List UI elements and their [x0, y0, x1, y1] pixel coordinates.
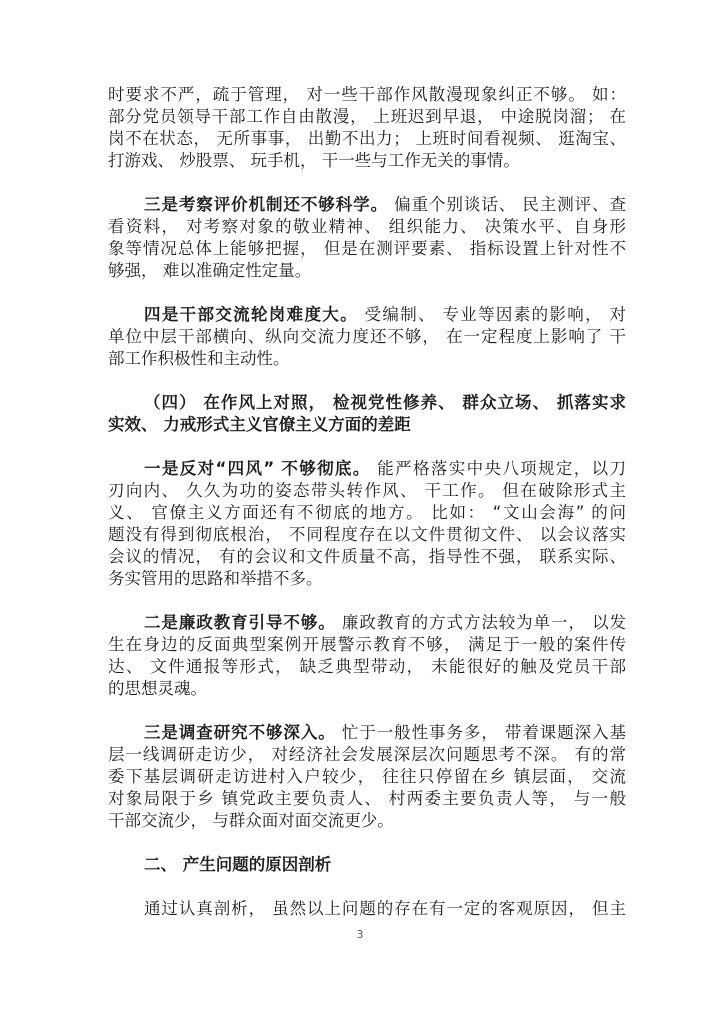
paragraph-evaluation	[108, 194, 626, 282]
text-line	[108, 458, 626, 480]
section-heading-4	[108, 392, 626, 436]
paragraph-four-styles	[108, 458, 626, 590]
paragraph-rotation	[108, 304, 626, 370]
text-line: 对象局限于乡 镇党政主要负责人、 村两委主要负责人等， 与一般	[108, 789, 626, 808]
text-line	[108, 612, 626, 634]
heading-line	[108, 414, 626, 436]
paragraph-integrity-education	[108, 612, 626, 700]
text-span: 偏重个别谈话、 民主测评、查	[388, 195, 626, 214]
text-line: 看资料， 对考察对象的敬业精神、 组织能力、 决策水平、自身形	[108, 217, 626, 236]
text-line: 达、 文件通报等形式， 缺乏典型带动， 未能很好的触及党员干部	[108, 657, 626, 676]
text-line: 的思想灵魂。	[108, 679, 207, 698]
text-line: 委下基层调研走访进村入户较少， 往往只停留在乡 镇层面， 交流	[108, 767, 626, 786]
text-line: 单位中层干部横向、纵向交流力度还不够， 在一定程度上影响了 干	[108, 327, 626, 346]
paragraph-lead: 一是反对“四风” 不够彻底。	[144, 459, 371, 478]
text-line: 够强， 难以准确定性定量。	[108, 261, 312, 280]
text-line: 通过认真剖析， 虽然以上问题的存在有一定的客观原因， 但主	[144, 899, 626, 918]
paragraph-lead: 四是干部交流轮岗难度大。	[144, 305, 358, 324]
text-line: 务实管用的思路和举措不多。	[108, 569, 323, 588]
text-line: 打游戏、 炒股票、 玩手机， 干一些与工作无关的事情。	[108, 151, 520, 170]
text-span: 廉政教育的方式方法较为单一， 以发	[335, 613, 626, 632]
paragraph-lead: 三是调查研究不够深入。	[144, 723, 336, 742]
paragraph-lead: 二是廉政教育引导不够。	[144, 613, 336, 632]
text-line: 象等情况总体上能够把握， 但是在测评要素、 指标设置上针对性不	[108, 239, 626, 258]
text-span: 能严格落实中央八项规定，以刀	[370, 459, 627, 478]
heading-text: 二、 产生问题的原因剖析	[144, 855, 332, 874]
heading-line	[108, 392, 626, 414]
text-line: 时要求不严，疏于管理， 对一些干部作风散漫现象纠正不够。 如：	[108, 85, 626, 104]
paragraph-research	[108, 722, 626, 832]
text-line: 义、 官僚主义方面还有不彻底的地方。 比如： “文山会海” 的问	[108, 503, 626, 522]
text-line: 题没有得到彻底根治， 不同程度存在以文件贯彻文件、 以会议落实	[108, 525, 626, 544]
text-line: 刃向内、 久久为功的姿态带头转作风、 干工作。 但在破除形式主	[108, 481, 626, 500]
page-number: 3	[356, 928, 364, 941]
text-line: 会议的情况， 有的会议和文件质量不高，指导性不强， 联系实际、	[108, 547, 626, 566]
text-line: 部工作积极性和主动性。	[108, 349, 290, 368]
text-line: 岗不在状态， 无所事事， 出勤不出力； 上班时间看视频、 逛淘宝、	[108, 129, 626, 148]
text-line	[108, 304, 626, 326]
paragraph-cause-analysis	[108, 898, 626, 920]
text-line	[108, 722, 626, 744]
paragraph-lead: 三是考察评价机制还不够科学。	[144, 195, 388, 214]
text-line: 干部交流少， 与群众面对面交流更少。	[108, 811, 394, 830]
paragraph-discipline	[108, 84, 626, 172]
section-heading-2	[108, 854, 626, 876]
text-span: 受编制、 专业等因素的影响， 对	[357, 305, 626, 324]
text-span: 忙于一般性事务多， 带着课题深入基	[335, 723, 626, 742]
document-page	[108, 84, 626, 920]
text-line: 生在身边的反面典型案例开展警示教育不够， 满足于一般的案件传	[108, 635, 626, 654]
text-line: 部分党员领导干部工作自由散漫， 上班迟到早退， 中途脱岗溜； 在	[108, 107, 626, 126]
text-line: 层一线调研走访少， 对经济社会发展深层次问题思考不深。 有的常	[108, 745, 626, 764]
heading-text: 实效、 力戒形式主义官僚主义方面的差距	[108, 415, 411, 434]
text-line	[108, 194, 626, 216]
heading-text: （四） 在作风上对照， 检视党性修养、 群众立场、 抓落实求	[144, 393, 626, 412]
